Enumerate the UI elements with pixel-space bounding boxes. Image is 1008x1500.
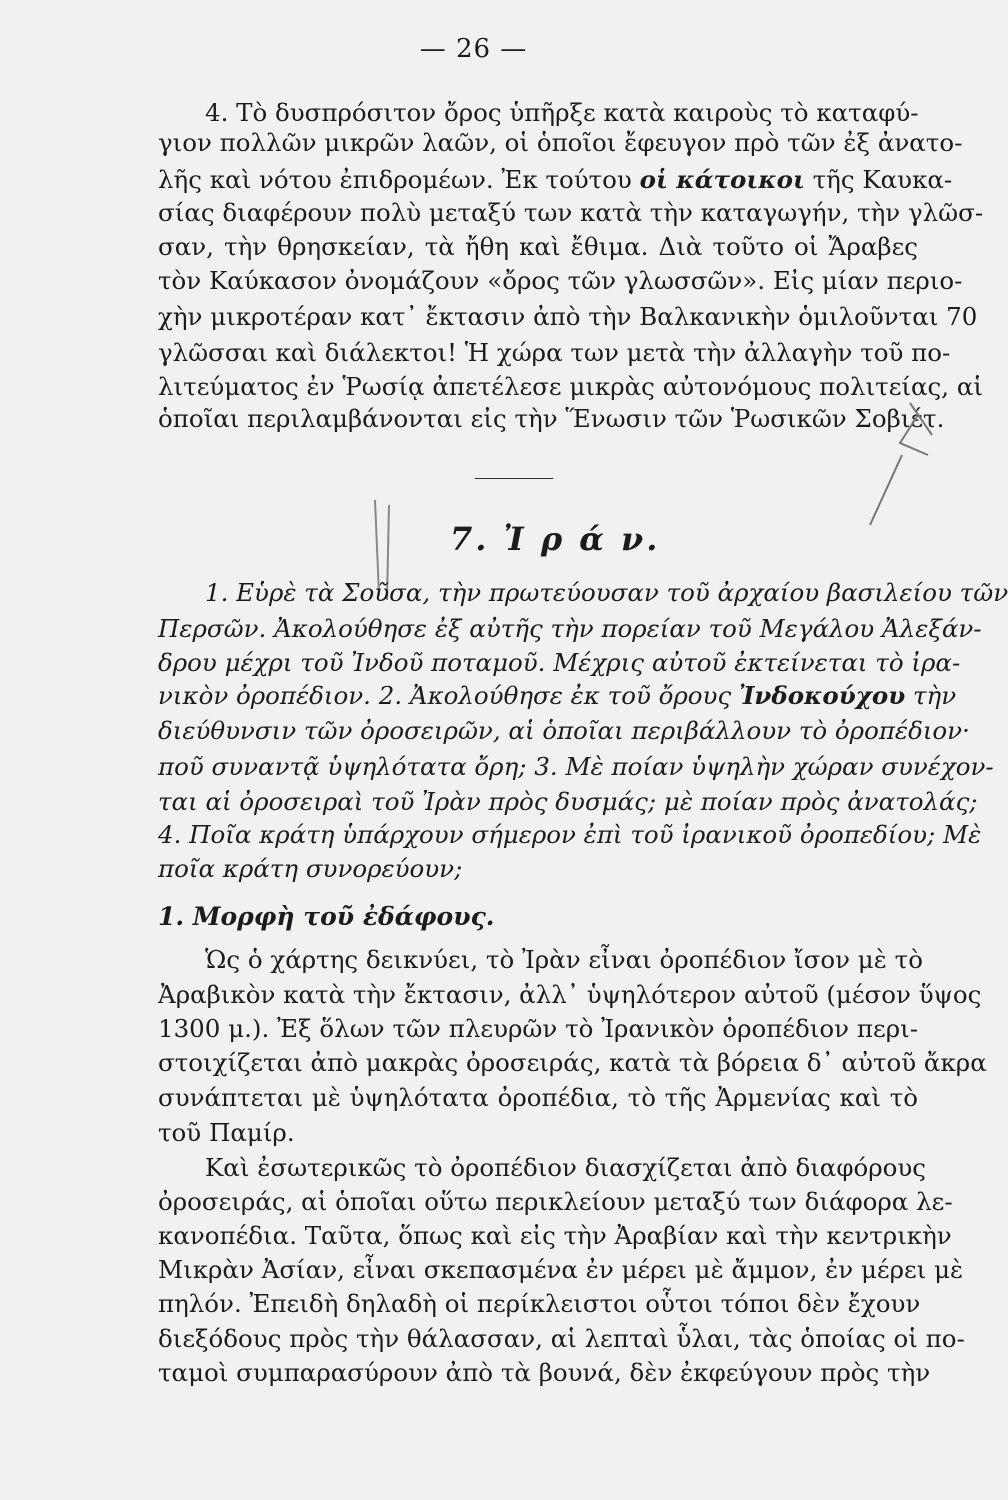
question-line: ται αἱ ὀροσειραὶ τοῦ Ἰρὰν πρὸς δυσμάς; μὲ ποίαν πρὸς ἀνατολάς; — [158, 787, 978, 816]
question-line: 1. Εὑρὲ τὰ Σοῦσα, τὴν πρωτεύουσαν τοῦ ἀρχαίου βασιλείου τῶν — [205, 578, 1008, 607]
text-line: τὸν Καύκασον ὀνομάζουν «ὄρος τῶν γλωσσῶν». Εἰς μίαν περιο- — [158, 266, 963, 295]
text-line: Ὡς ὁ χάρτης δεικνύει, τὸ Ἰρὰν εἶναι ὀροπέδιον ἴσον μὲ τὸ — [205, 945, 923, 974]
text-line: Μικρὰν Ἀσίαν, εἶναι σκεπασμένα ἐν μέρει μὲ ἄμμον, ἐν μέρει μὲ — [158, 1255, 964, 1284]
question-line: ποῦ συναντᾷ ὑψηλότατα ὄρη; 3. Μὲ ποίαν ὑψηλὴν χώραν συνέχον- — [158, 752, 994, 781]
text-line: σαν, τὴν θρησκείαν, τὰ ἤθη καὶ ἔθιμα. Διὰ τοῦτο οἱ Ἄραβες — [158, 232, 918, 261]
question-line: 4. Ποῖα κράτη ὑπάρχουν σήμερον ἐπὶ τοῦ ἰρανικοῦ ὀροπεδίου; Μὲ — [158, 820, 982, 849]
text-line: τοῦ Παμίρ. — [158, 1118, 295, 1147]
text-line: χὴν μικροτέραν κατ᾽ ἔκτασιν ἀπὸ τὴν Βαλκανικὴν ὁμιλοῦνται 70 — [158, 302, 978, 331]
subsection-title: 1. Μορφὴ τοῦ ἐδάφους. — [158, 902, 495, 931]
text-line: σίας διαφέρουν πολὺ μεταξύ των κατὰ τὴν καταγωγήν, τὴν γλῶσ- — [158, 198, 984, 227]
text-segment: νικὸν ὀροπέδιον. 2. Ἀκολούθησε ἐκ τοῦ ὄρους — [158, 681, 739, 710]
text-segment: λῆς καὶ νότου ἐπιδρομέων. Ἐκ τούτου — [158, 165, 640, 194]
text-line: πηλόν. Ἐπειδὴ δηλαδὴ οἱ περίκλειστοι οὗτοι τόποι δὲν ἔχουν — [158, 1289, 921, 1318]
question-line — [158, 681, 957, 711]
text-line: λιτεύματος ἐν Ῥωσίᾳ ἀπετέλεσε μικρὰς αὐτονόμους πολιτείας, αἱ — [158, 372, 983, 401]
section-divider — [475, 478, 553, 479]
text-line — [158, 165, 953, 195]
section-title: 7. Ἰ ρ ά ν. — [450, 520, 661, 558]
text-line: Καὶ ἐσωτερικῶς τὸ ὀροπέδιον διασχίζεται ἀπὸ διαφόρους — [205, 1153, 927, 1182]
text-line: Ἀραβικὸν κατὰ τὴν ἔκτασιν, ἀλλ᾽ ὑψηλότερον αὐτοῦ (μέσον ὕψος — [158, 980, 982, 1009]
question-line: διεύθυνσιν τῶν ὀροσειρῶν, αἱ ὁποῖαι περιβάλλουν τὸ ὀροπέδιον· — [158, 716, 970, 745]
text-line: ὀροσειράς, αἱ ὁποῖαι οὕτω περικλείουν μεταξύ των διάφορα λε- — [158, 1187, 953, 1216]
text-segment: τὴν — [905, 681, 957, 710]
bold-term: οἱ κάτοικοι — [639, 165, 805, 194]
text-line: 1300 μ.). Ἐξ ὅλων τῶν πλευρῶν τὸ Ἰρανικὸν ὀροπέδιον περι- — [158, 1014, 918, 1043]
text-line: συνάπτεται μὲ ὑψηλότατα ὀροπέδια, τὸ τῆς Ἀρμενίας καὶ τὸ — [158, 1083, 918, 1112]
page-number: — 26 — — [419, 34, 528, 64]
text-line: διεξόδους πρὸς τὴν θάλασσαν, αἱ λεπταὶ ὗλαι, τὰς ὁποίας οἱ πο- — [158, 1324, 965, 1353]
bold-term: Ἰνδοκούχου — [738, 681, 906, 710]
text-line: γλῶσσαι καὶ διάλεκτοι! Ἡ χώρα των μετὰ τὴν ἀλλαγὴν τοῦ πο- — [158, 338, 951, 367]
question-line: δρου μέχρι τοῦ Ἰνδοῦ ποταμοῦ. Μέχρις αὐτοῦ ἐκτείνεται τὸ ἰρα- — [158, 648, 961, 677]
text-line: 4. Τὸ δυσπρόσιτον ὄρος ὑπῆρξε κατὰ καιροὺς τὸ καταφύ- — [205, 98, 919, 127]
text-line: γιον πολλῶν μικρῶν λαῶν, οἱ ὁποῖοι ἔφευγον πρὸ τῶν ἐξ ἀνατο- — [158, 128, 963, 157]
text-segment: τῆς Καυκα- — [804, 165, 953, 194]
question-line: Περσῶν. Ἀκολούθησε ἐξ αὐτῆς τὴν πορείαν τοῦ Μεγάλου Ἀλεξάν- — [158, 614, 982, 643]
text-line: ὁποῖαι περιλαμβάνονται εἰς τὴν Ἕνωσιν τῶν Ῥωσικῶν Σοβιέτ. — [158, 404, 945, 433]
text-line: στοιχίζεται ἀπὸ μακρὰς ὀροσειράς, κατὰ τὰ βόρεια δ᾽ αὐτοῦ ἄκρα — [158, 1048, 987, 1077]
text-line: κανοπέδια. Ταῦτα, ὅπως καὶ εἰς τὴν Ἀραβίαν καὶ τὴν κεντρικὴν — [158, 1221, 952, 1250]
text-line: ταμοὶ συμπαρασύρουν ἀπὸ τὰ βουνά, δὲν ἐκφεύγουν πρὸς τὴν — [158, 1358, 931, 1387]
question-line: ποῖα κράτη συνορεύουν; — [158, 854, 463, 883]
